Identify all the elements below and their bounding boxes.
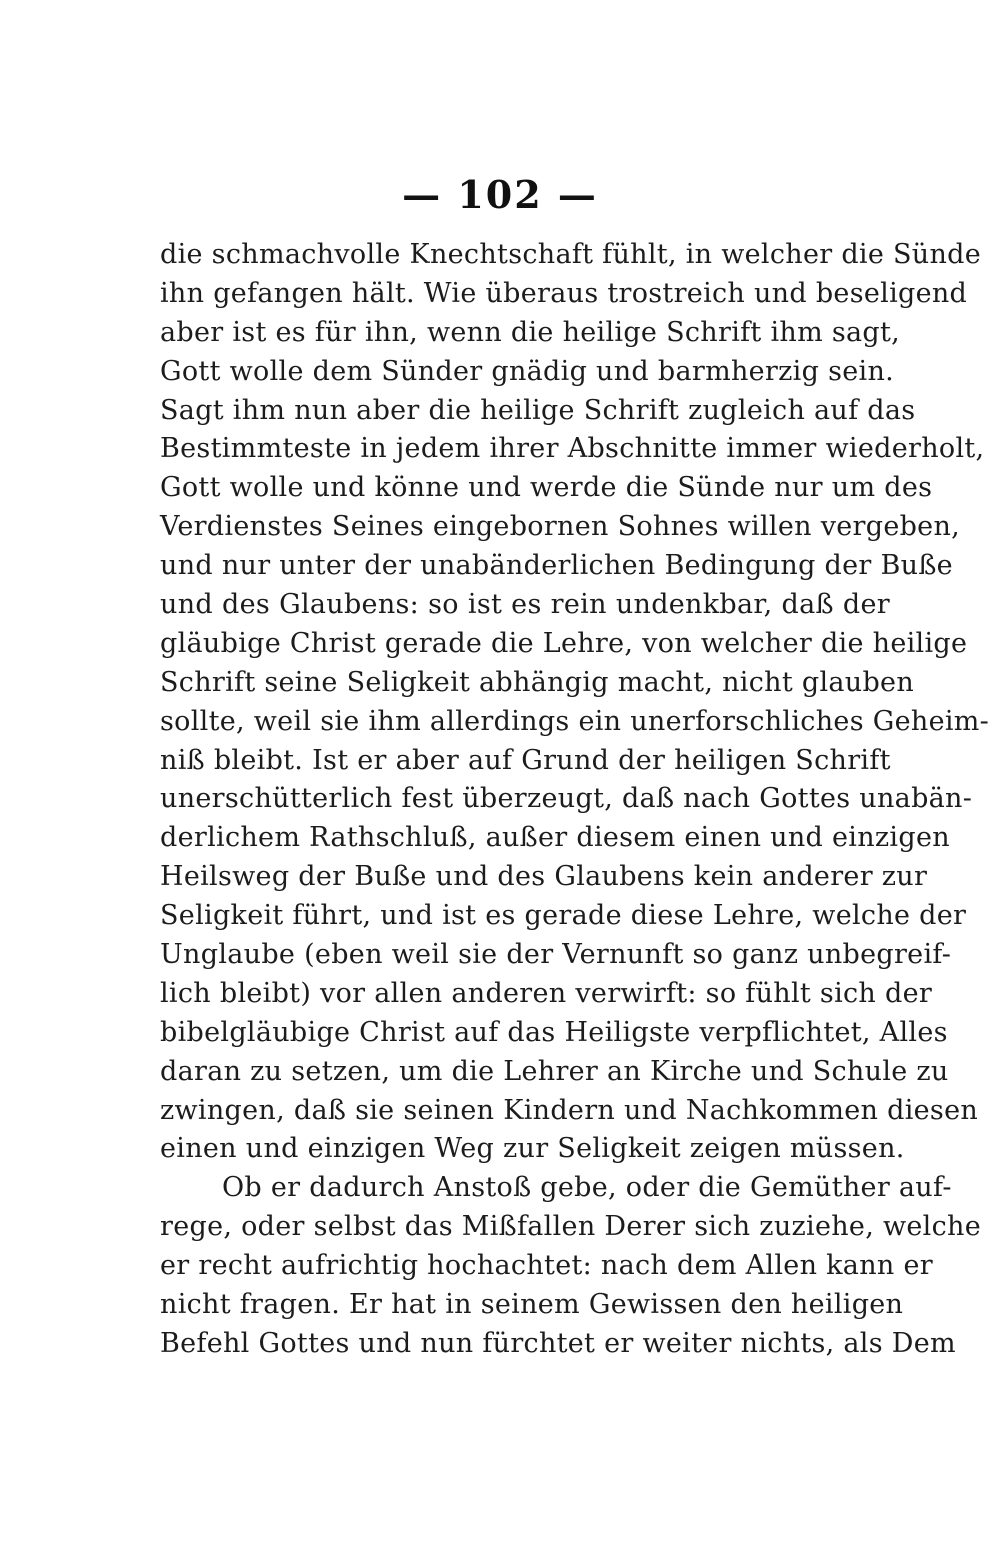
text-line: daran zu setzen, um die Lehrer an Kirche und Schule zu [160, 1055, 949, 1087]
paragraph-1 [160, 236, 990, 1169]
text-line: Gott wolle dem Sünder gnädig und barmherzig sein. [160, 355, 895, 387]
text-line: Schrift seine Seligkeit abhängig macht, nicht glauben [160, 666, 915, 698]
text-line: ihn gefangen hält. Wie überaus trostreich und beseligend [160, 277, 968, 309]
text-line: sollte, weil sie ihm allerdings ein unerforschliches Geheim- [160, 705, 990, 737]
text-line: Verdienstes Seines eingebornen Sohnes willen vergeben, [160, 511, 961, 543]
text-line: Ob er dadurch Anstoß gebe, oder die Gemüther auf- [222, 1172, 952, 1204]
text-line: zwingen, daß sie seinen Kindern und Nachkommen diesen [160, 1094, 979, 1126]
text-line: gläubige Christ gerade die Lehre, von welcher die heilige [160, 627, 968, 659]
text-line: bibelgläubige Christ auf das Heiligste verpflichtet, Alles [160, 1016, 948, 1048]
text-line: nicht fragen. Er hat in seinem Gewissen den heiligen [160, 1289, 904, 1321]
body-text [160, 236, 990, 1364]
text-line: die schmachvolle Knechtschaft fühlt, in welcher die Sünde [160, 239, 982, 270]
text-line: lich bleibt) vor allen anderen verwirft: so fühlt sich der [160, 977, 933, 1009]
text-line: und des Glaubens: so ist es rein undenkbar, daß der [160, 589, 890, 621]
text-line: Sagt ihm nun aber die heilige Schrift zugleich auf das [160, 394, 916, 426]
text-line: Unglaube (eben weil sie der Vernunft so ganz unbegreif- [160, 939, 952, 971]
text-line: Heilsweg der Buße und des Glaubens kein anderer zur [160, 861, 928, 893]
text-line: einen und einzigen Weg zur Seligkeit zeigen müssen. [160, 1133, 905, 1165]
text-line: Seligkeit führt, und ist es gerade diese Lehre, welche der [160, 900, 967, 932]
text-line: niß bleibt. Ist er aber auf Grund der heiligen Schrift [160, 744, 891, 776]
page-number: — 102 — [402, 172, 598, 217]
text-line: er recht aufrichtig hochachtet: nach dem Allen kann er [160, 1250, 933, 1282]
text-line: Gott wolle und könne und werde die Sünde nur um des [160, 472, 933, 504]
text-line: aber ist es für ihn, wenn die heilige Schrift ihm sagt, [160, 316, 901, 348]
text-line: unerschütterlich fest überzeugt, daß nach Gottes unabän- [160, 783, 973, 815]
text-line: derlichem Rathschluß, außer diesem einen und einzigen [160, 822, 950, 854]
text-line: Bestimmteste in jedem ihrer Abschnitte immer wiederholt, [160, 433, 985, 465]
text-line: rege, oder selbst das Mißfallen Derer sich zuziehe, welche [160, 1211, 981, 1243]
text-line: Befehl Gottes und nun fürchtet er weiter nichts, als Dem [160, 1327, 956, 1359]
text-line: und nur unter der unabänderlichen Bedingung der Buße [160, 550, 953, 582]
paragraph-2 [160, 1169, 981, 1363]
